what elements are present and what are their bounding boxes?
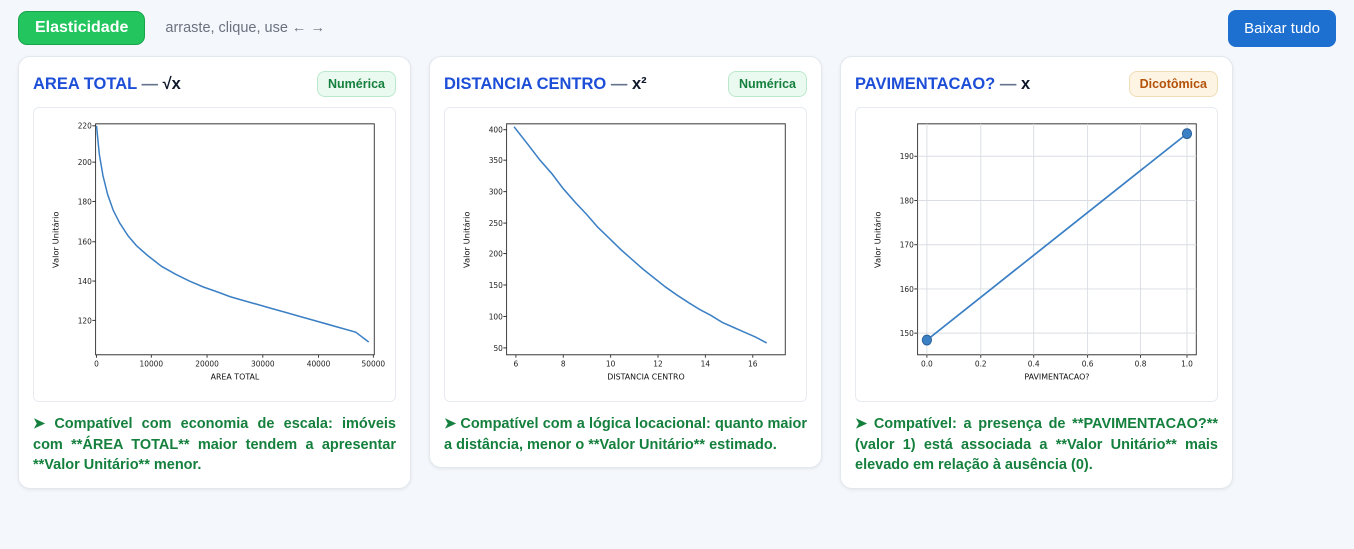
svg-text:180: 180 (899, 196, 914, 206)
x-axis-ticks (514, 355, 758, 369)
svg-text:200: 200 (77, 157, 92, 168)
svg-text:200: 200 (488, 249, 503, 259)
card-transform-label: x (1020, 74, 1031, 93)
data-point-marker (922, 335, 931, 345)
variable-card-area-total[interactable] (18, 56, 411, 489)
y-axis-ticks (489, 125, 507, 352)
x-axis-label: PAVIMENTACAO? (1024, 371, 1090, 382)
y-axis-ticks (78, 122, 96, 326)
svg-text:50000: 50000 (361, 359, 386, 369)
x-axis-label: DISTANCIA CENTRO (607, 371, 685, 382)
chart-area-total[interactable] (33, 107, 396, 402)
x-axis-ticks (921, 355, 1193, 369)
svg-text:140: 140 (77, 276, 92, 287)
svg-text:250: 250 (488, 218, 503, 229)
svg-text:170: 170 (899, 240, 914, 250)
elasticity-tab[interactable]: Elasticidade (18, 11, 145, 45)
svg-text:1.0: 1.0 (1181, 359, 1193, 369)
x-axis-label: AREA TOTAL (210, 371, 260, 382)
card-title (33, 75, 181, 94)
plot-frame (96, 124, 375, 355)
y-axis-label: Valor Unitário (50, 211, 61, 269)
svg-text:8: 8 (560, 359, 566, 369)
card-transform-label: x² (631, 74, 647, 93)
svg-text:10: 10 (605, 359, 616, 369)
svg-text:150: 150 (899, 328, 914, 339)
card-title (444, 75, 647, 94)
chart-svg (38, 114, 391, 399)
svg-text:0.2: 0.2 (974, 359, 987, 369)
svg-text:16: 16 (748, 359, 758, 369)
svg-text:160: 160 (77, 237, 92, 247)
chart-distancia-centro[interactable] (444, 107, 807, 402)
variable-card-distancia-centro[interactable] (429, 56, 822, 468)
svg-text:10000: 10000 (139, 359, 164, 369)
svg-text:20000: 20000 (195, 359, 219, 369)
svg-text:160: 160 (899, 284, 914, 294)
svg-text:150: 150 (488, 280, 503, 291)
svg-text:40000: 40000 (306, 359, 331, 369)
y-axis-label: Valor Unitário (872, 211, 883, 269)
svg-text:120: 120 (77, 316, 92, 326)
card-header (33, 71, 396, 97)
svg-text:0.8: 0.8 (1134, 359, 1147, 369)
card-transform-label: √x (162, 74, 181, 93)
svg-text:180: 180 (77, 197, 92, 207)
card-note: ➤ Compatível com economia de escala: imóveis com **ÁREA TOTAL** maior tendem a apresentar **Valor Unitário** menor. (33, 416, 396, 474)
svg-text:30000: 30000 (251, 359, 275, 369)
data-point-marker (1182, 129, 1191, 139)
toolbar-hint: arraste, clique, use ← → (165, 20, 325, 36)
svg-text:12: 12 (653, 359, 663, 369)
card-note: ➤ Compatível: a presença de **PAVIMENTACAO?** (valor 1) está associada a **Valor Unitário** mais elevado em relação à ausência (0). (855, 416, 1218, 474)
card-variable-name: AREA TOTAL (33, 74, 137, 93)
chart-pavimentacao[interactable] (855, 107, 1218, 402)
card-title-dash: — (610, 74, 628, 93)
svg-text:50: 50 (493, 343, 503, 353)
plot-frame (507, 124, 786, 355)
svg-text:0.4: 0.4 (1027, 359, 1040, 369)
card-header (444, 71, 807, 97)
svg-text:0.6: 0.6 (1081, 359, 1094, 369)
card-header (855, 71, 1218, 97)
svg-text:100: 100 (488, 312, 503, 322)
card-title-dash: — (141, 74, 158, 93)
card-type-badge: Numérica (317, 71, 396, 97)
card-variable-name: DISTANCIA CENTRO (444, 74, 607, 93)
card-note: ➤ Compatível com a lógica locacional: quanto maior a distância, menor o **Valor Unitário** estimado. (444, 416, 807, 453)
chart-svg (860, 114, 1213, 399)
y-axis-label: Valor Unitário (461, 211, 472, 269)
card-title (855, 75, 1030, 94)
x-axis-ticks (94, 355, 385, 369)
svg-text:220: 220 (77, 121, 92, 131)
card-type-badge: Dicotômica (1129, 71, 1218, 97)
svg-text:6: 6 (513, 359, 519, 369)
svg-text:300: 300 (488, 187, 503, 197)
download-all-button[interactable]: Baixar tudo (1228, 10, 1336, 47)
card-list (0, 56, 1354, 489)
card-type-badge: Numérica (728, 71, 807, 97)
y-axis-ticks (900, 152, 918, 338)
svg-text:350: 350 (488, 155, 503, 166)
variable-card-pavimentacao[interactable] (840, 56, 1233, 489)
svg-text:190: 190 (899, 152, 914, 162)
svg-text:0.0: 0.0 (920, 359, 933, 369)
svg-text:0: 0 (94, 359, 99, 369)
card-variable-name: PAVIMENTACAO? (855, 74, 996, 93)
toolbar (0, 0, 1354, 56)
svg-text:14: 14 (700, 359, 711, 369)
chart-svg (449, 114, 802, 399)
card-title-dash: — (999, 74, 1017, 93)
svg-text:400: 400 (488, 125, 503, 135)
